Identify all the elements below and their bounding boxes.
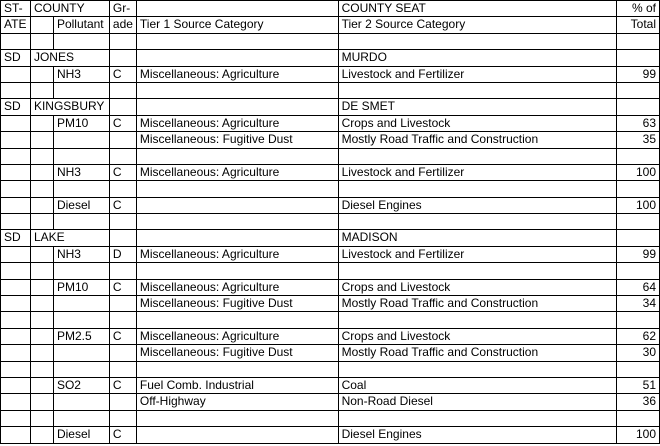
pct-cell bbox=[617, 50, 660, 66]
blank-cell bbox=[109, 361, 136, 377]
tier1-cell bbox=[136, 427, 338, 443]
blank-cell bbox=[617, 410, 660, 426]
table-row bbox=[1, 66, 660, 82]
state-cell: SD bbox=[1, 230, 31, 246]
state-cell: SD bbox=[1, 99, 31, 115]
county-cell bbox=[30, 164, 53, 180]
tier2-cell: Livestock and Fertilizer bbox=[338, 164, 616, 180]
grade-cell: C bbox=[109, 377, 136, 393]
blank-cell bbox=[1, 312, 31, 328]
blank-cell bbox=[338, 361, 616, 377]
blank-cell bbox=[1, 361, 31, 377]
blank-cell bbox=[338, 82, 616, 98]
county-cell bbox=[30, 132, 53, 148]
blank-cell bbox=[136, 148, 338, 164]
tier1-cell: Miscellaneous: Agriculture bbox=[136, 115, 338, 131]
state-cell bbox=[1, 197, 31, 213]
header-row-2 bbox=[1, 17, 660, 33]
blank-cell bbox=[136, 214, 338, 230]
tier2-cell: Livestock and Fertilizer bbox=[338, 246, 616, 262]
spacer-row bbox=[1, 181, 660, 197]
table-row bbox=[1, 115, 660, 131]
blank-cell bbox=[30, 312, 53, 328]
tier1-cell bbox=[136, 197, 338, 213]
header-blank-2 bbox=[30, 17, 53, 33]
grade-cell: C bbox=[109, 427, 136, 443]
blank-cell bbox=[30, 410, 53, 426]
spacer-row bbox=[1, 82, 660, 98]
tier1-cell: Miscellaneous: Agriculture bbox=[136, 246, 338, 262]
spacer-row bbox=[1, 410, 660, 426]
grade-cell bbox=[109, 50, 136, 66]
spacer-row bbox=[1, 361, 660, 377]
tier1-cell bbox=[136, 50, 338, 66]
state-cell bbox=[1, 279, 31, 295]
pollutant-cell bbox=[53, 345, 109, 361]
tier1-cell: Off-Highway bbox=[136, 394, 338, 410]
blank-cell bbox=[30, 263, 53, 279]
grade-cell: C bbox=[109, 66, 136, 82]
blank-cell bbox=[338, 312, 616, 328]
blank-cell bbox=[30, 214, 53, 230]
blank-cell bbox=[1, 410, 31, 426]
county-cell bbox=[30, 279, 53, 295]
pollutant-cell bbox=[53, 296, 109, 312]
header-tier2: Tier 2 Source Category bbox=[338, 17, 616, 33]
pct-cell: 36 bbox=[617, 394, 660, 410]
pct-cell: 100 bbox=[617, 197, 660, 213]
spacer-row bbox=[1, 263, 660, 279]
tier2-cell: Crops and Livestock bbox=[338, 328, 616, 344]
tier1-cell: Fuel Comb. Industrial bbox=[136, 377, 338, 393]
pct-cell: 34 bbox=[617, 296, 660, 312]
blank-cell bbox=[109, 410, 136, 426]
state-cell bbox=[1, 394, 31, 410]
tier2-cell: Mostly Road Traffic and Construction bbox=[338, 132, 616, 148]
county-cell bbox=[30, 246, 53, 262]
tier1-cell: Miscellaneous: Fugitive Dust bbox=[136, 345, 338, 361]
tier2-cell: Mostly Road Traffic and Construction bbox=[338, 345, 616, 361]
spacer-row bbox=[1, 33, 660, 49]
county-cell bbox=[30, 427, 53, 443]
pollutant-cell: Diesel bbox=[53, 427, 109, 443]
county-row bbox=[1, 99, 660, 115]
blank-cell bbox=[1, 181, 31, 197]
blank-cell bbox=[109, 312, 136, 328]
tier1-cell bbox=[136, 230, 338, 246]
blank-cell bbox=[136, 410, 338, 426]
blank-cell bbox=[109, 82, 136, 98]
pct-cell: 63 bbox=[617, 115, 660, 131]
blank-cell bbox=[617, 148, 660, 164]
pollutant-cell bbox=[53, 394, 109, 410]
blank-cell bbox=[53, 148, 109, 164]
county-seat-cell: DE SMET bbox=[338, 99, 616, 115]
blank-cell bbox=[617, 214, 660, 230]
table-row bbox=[1, 345, 660, 361]
tier2-cell: Non-Road Diesel bbox=[338, 394, 616, 410]
pct-cell bbox=[617, 99, 660, 115]
tier2-cell: Coal bbox=[338, 377, 616, 393]
pct-cell bbox=[617, 230, 660, 246]
table-row bbox=[1, 246, 660, 262]
grade-cell: C bbox=[109, 279, 136, 295]
header-tier1: Tier 1 Source Category bbox=[136, 17, 338, 33]
blank-cell bbox=[1, 214, 31, 230]
pollutant-cell bbox=[53, 132, 109, 148]
grade-cell bbox=[109, 394, 136, 410]
tier2-cell: Crops and Livestock bbox=[338, 279, 616, 295]
table-row bbox=[1, 197, 660, 213]
grade-cell: C bbox=[109, 328, 136, 344]
tier1-cell: Miscellaneous: Fugitive Dust bbox=[136, 296, 338, 312]
header-blank bbox=[136, 1, 338, 17]
blank-cell bbox=[30, 148, 53, 164]
county-row bbox=[1, 230, 660, 246]
header-pct: % of bbox=[617, 1, 660, 17]
spacer-row bbox=[1, 148, 660, 164]
blank-cell bbox=[617, 361, 660, 377]
county-cell bbox=[30, 296, 53, 312]
grade-cell bbox=[109, 296, 136, 312]
header-state: ST- bbox=[1, 1, 31, 17]
county-cell bbox=[30, 345, 53, 361]
pollutant-cell: NH3 bbox=[53, 66, 109, 82]
header-county-seat: COUNTY SEAT bbox=[338, 1, 616, 17]
pollutant-cell: NH3 bbox=[53, 246, 109, 262]
blank-cell bbox=[53, 361, 109, 377]
table-row bbox=[1, 296, 660, 312]
county-cell bbox=[30, 394, 53, 410]
blank-cell bbox=[338, 214, 616, 230]
state-cell bbox=[1, 164, 31, 180]
blank-cell bbox=[53, 410, 109, 426]
tier2-cell: Diesel Engines bbox=[338, 427, 616, 443]
tier1-cell: Miscellaneous: Agriculture bbox=[136, 66, 338, 82]
state-cell bbox=[1, 115, 31, 131]
header-grade-2: ade bbox=[109, 17, 136, 33]
table-row bbox=[1, 377, 660, 393]
county-cell bbox=[30, 115, 53, 131]
grade-cell bbox=[109, 345, 136, 361]
blank-cell bbox=[338, 263, 616, 279]
blank-cell bbox=[136, 312, 338, 328]
pct-cell: 99 bbox=[617, 66, 660, 82]
blank-cell bbox=[109, 214, 136, 230]
tier2-cell: Livestock and Fertilizer bbox=[338, 66, 616, 82]
county-cell bbox=[30, 66, 53, 82]
county-cell bbox=[30, 328, 53, 344]
county-seat-cell: MURDO bbox=[338, 50, 616, 66]
tier2-cell: Mostly Road Traffic and Construction bbox=[338, 296, 616, 312]
tier1-cell: Miscellaneous: Fugitive Dust bbox=[136, 132, 338, 148]
blank-cell bbox=[136, 263, 338, 279]
blank-cell bbox=[617, 263, 660, 279]
pollutant-cell: PM2.5 bbox=[53, 328, 109, 344]
county-cell bbox=[30, 377, 53, 393]
blank-cell bbox=[53, 82, 109, 98]
header-grade: Gr- bbox=[109, 1, 136, 17]
state-cell bbox=[1, 66, 31, 82]
blank-cell bbox=[53, 312, 109, 328]
blank-cell bbox=[136, 181, 338, 197]
tier1-cell bbox=[136, 99, 338, 115]
header-total: Total bbox=[617, 17, 660, 33]
table-body bbox=[1, 1, 660, 444]
grade-cell: C bbox=[109, 115, 136, 131]
pct-cell: 100 bbox=[617, 164, 660, 180]
pollutant-cell: PM10 bbox=[53, 115, 109, 131]
pct-cell: 99 bbox=[617, 246, 660, 262]
blank-cell bbox=[53, 263, 109, 279]
blank-cell bbox=[338, 148, 616, 164]
header-row-1 bbox=[1, 1, 660, 17]
pollutant-cell: NH3 bbox=[53, 164, 109, 180]
blank-cell bbox=[617, 181, 660, 197]
tier2-cell: Diesel Engines bbox=[338, 197, 616, 213]
pct-cell: 30 bbox=[617, 345, 660, 361]
blank-cell bbox=[136, 82, 338, 98]
county-seat-cell: MADISON bbox=[338, 230, 616, 246]
state-cell bbox=[1, 132, 31, 148]
blank-cell bbox=[109, 148, 136, 164]
tier1-cell: Miscellaneous: Agriculture bbox=[136, 279, 338, 295]
blank-cell bbox=[338, 181, 616, 197]
pct-cell: 100 bbox=[617, 427, 660, 443]
spacer-row bbox=[1, 214, 660, 230]
grade-cell bbox=[109, 132, 136, 148]
county-name-cell: LAKE bbox=[30, 230, 109, 246]
state-cell bbox=[1, 328, 31, 344]
blank-cell bbox=[1, 148, 31, 164]
grade-cell bbox=[109, 99, 136, 115]
grade-cell: C bbox=[109, 197, 136, 213]
blank-cell bbox=[1, 263, 31, 279]
header-county: COUNTY bbox=[30, 1, 109, 17]
spacer-row bbox=[1, 312, 660, 328]
blank-cell bbox=[53, 181, 109, 197]
grade-cell: C bbox=[109, 164, 136, 180]
header-pollutant: Pollutant bbox=[53, 17, 109, 33]
pct-cell: 62 bbox=[617, 328, 660, 344]
blank-cell bbox=[53, 214, 109, 230]
table-row bbox=[1, 394, 660, 410]
blank-cell bbox=[617, 82, 660, 98]
blank-cell bbox=[1, 82, 31, 98]
grade-cell: D bbox=[109, 246, 136, 262]
county-row bbox=[1, 50, 660, 66]
pct-cell: 51 bbox=[617, 377, 660, 393]
pct-cell: 35 bbox=[617, 132, 660, 148]
state-cell bbox=[1, 345, 31, 361]
table-row bbox=[1, 279, 660, 295]
state-cell bbox=[1, 246, 31, 262]
table-row bbox=[1, 427, 660, 443]
pollutant-cell: PM10 bbox=[53, 279, 109, 295]
county-cell bbox=[30, 197, 53, 213]
tier2-cell: Crops and Livestock bbox=[338, 115, 616, 131]
pollutant-cell: SO2 bbox=[53, 377, 109, 393]
table-row bbox=[1, 132, 660, 148]
blank-cell bbox=[30, 361, 53, 377]
pollutant-cell: Diesel bbox=[53, 197, 109, 213]
blank-cell bbox=[30, 82, 53, 98]
county-name-cell: KINGSBURY bbox=[30, 99, 109, 115]
state-cell: SD bbox=[1, 50, 31, 66]
state-cell bbox=[1, 296, 31, 312]
blank-cell bbox=[109, 263, 136, 279]
state-cell bbox=[1, 427, 31, 443]
header-state-2: ATE bbox=[1, 17, 31, 33]
blank-cell bbox=[136, 361, 338, 377]
grade-cell bbox=[109, 230, 136, 246]
table-row bbox=[1, 164, 660, 180]
tier1-cell: Miscellaneous: Agriculture bbox=[136, 328, 338, 344]
county-name-cell: JONES bbox=[30, 50, 109, 66]
tier1-cell: Miscellaneous: Agriculture bbox=[136, 164, 338, 180]
blank-cell bbox=[617, 312, 660, 328]
blank-cell bbox=[338, 410, 616, 426]
blank-cell bbox=[109, 181, 136, 197]
table-row bbox=[1, 328, 660, 344]
state-cell bbox=[1, 377, 31, 393]
pct-cell: 64 bbox=[617, 279, 660, 295]
blank-cell bbox=[30, 181, 53, 197]
